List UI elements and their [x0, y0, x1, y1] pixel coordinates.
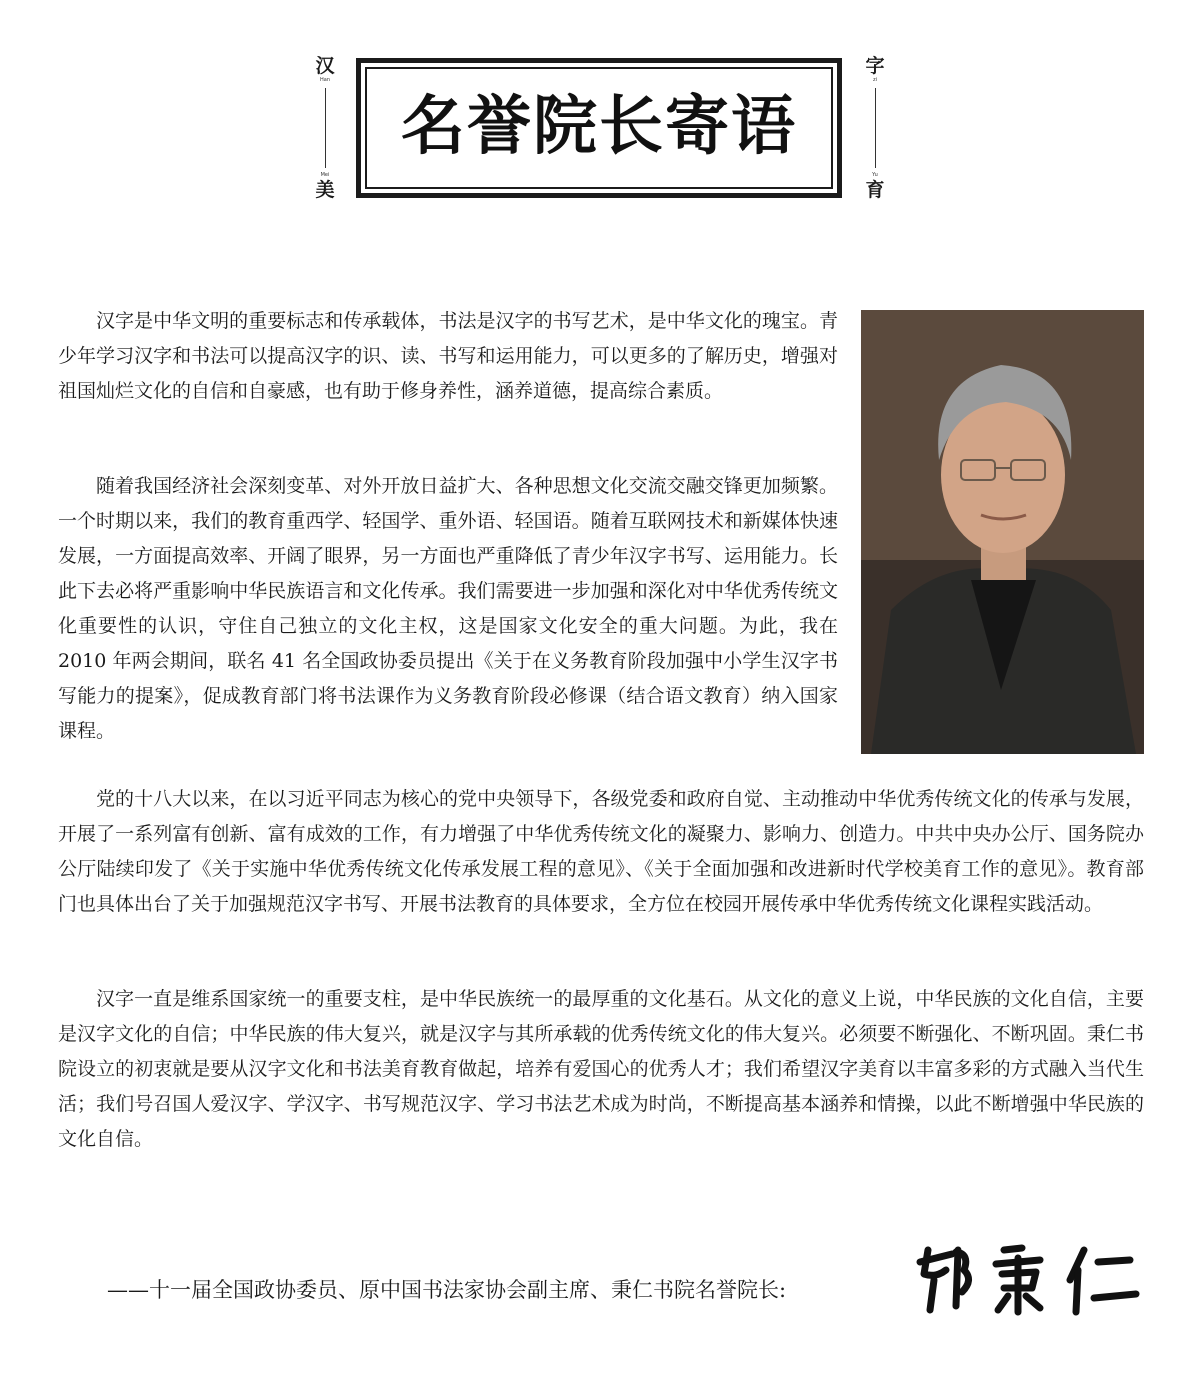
- side-pinyin-mei: Mei: [320, 172, 330, 178]
- portrait-photo: [861, 310, 1144, 754]
- paragraph-1: 汉字是中华文明的重要标志和传承载体，书法是汉字的书写艺术，是中华文化的瑰宝。青少年学习汉字和书法可以提高汉字的识、读、书写和运用能力，可以更多的了解历史，增强对祖国灿烂文化的自信和自豪感，也有助于修身养性，涵养道德，提高综合素质。: [58, 310, 838, 402]
- paragraph-3: 党的十八大以来，在以习近平同志为核心的党中央领导下，各级党委和政府自觉、主动推动中华优秀传统文化的传承与发展，开展了一系列富有创新、富有成效的工作，有力增强了中华优秀传统文化的凝聚力、影响力、创造力。中共中央办公厅、国务院办公厅陆续印发了《关于实施中华优秀传统文化传承发展工程的意见》、《关于全面加强和改进新时代学校美育工作的意见》。教育部门也具体出台了关于加强规范汉字书写、开展书法教育的具体要求，全方位在校园开展传承中华优秀传统文化课程实践活动。: [58, 788, 1144, 915]
- side-char-han: 汉: [315, 55, 335, 77]
- side-char-zi: 字: [865, 55, 885, 77]
- side-pinyin-zi: zi: [872, 77, 877, 83]
- title-frame: [356, 58, 842, 198]
- signature-ink: [912, 1240, 1142, 1320]
- side-rule-right: [875, 88, 876, 168]
- side-rule-left: [325, 88, 326, 168]
- handwritten-signature: [912, 1240, 1142, 1320]
- portrait-illustration: [861, 310, 1144, 754]
- side-pinyin-han: Han: [320, 77, 330, 83]
- side-pinyin-yu: Yu: [872, 172, 878, 178]
- paragraph-2: 随着我国经济社会深刻变革、对外开放日益扩大、各种思想文化交流交融交锋更加频繁。一个时期以来，我们的教育重西学、轻国学、重外语、轻国语。随着互联网技术和新媒体快速发展，一方面提高效率、开阔了眼界，另一方面也严重降低了青少年汉字书写、运用能力。长此下去必将严重影响中华民族语言和文化传承。我们需要进一步加强和深化对中华优秀传统文化重要性的认识，守住自己独立的文化主权，这是国家文化安全的重大问题。为此，我在 2010 年两会期间，联名 41 名全国政协委员提出《关于在义务教育阶段加强中小学生汉字书写能力的提案》，促成教育部门将书法课作为义务教育阶段必修课（结合语文教育）纳入国家课程。: [58, 475, 838, 742]
- paragraph-4: 汉字一直是维系国家统一的重要支柱，是中华民族统一的最厚重的文化基石。从文化的意义上说，中华民族的文化自信，主要是汉字文化的自信；中华民族的伟大复兴，就是汉字与其所承载的优秀传统文化的伟大复兴。必须要不断强化、不断巩固。秉仁书院设立的初衷就是要从汉字文化和书法美育教育做起，培养有爱国心的优秀人才；我们希望汉字美育以丰富多彩的方式融入当代生活；我们号召国人爱汉字、学汉字、书写规范汉字、学习书法艺术成为时尚，不断提高基本涵养和情操，以此不断增强中华民族的文化自信。: [58, 988, 1144, 1150]
- side-label-right: [863, 55, 887, 205]
- side-char-yu: 育: [865, 179, 885, 201]
- side-char-mei: 美: [315, 179, 335, 201]
- signature-attribution: ——十一届全国政协委员、原中国书法家协会副主席、秉仁书院名誉院长:: [107, 1278, 787, 1302]
- page-title: 名誉院长寄语: [401, 90, 797, 164]
- side-label-left: [313, 55, 337, 205]
